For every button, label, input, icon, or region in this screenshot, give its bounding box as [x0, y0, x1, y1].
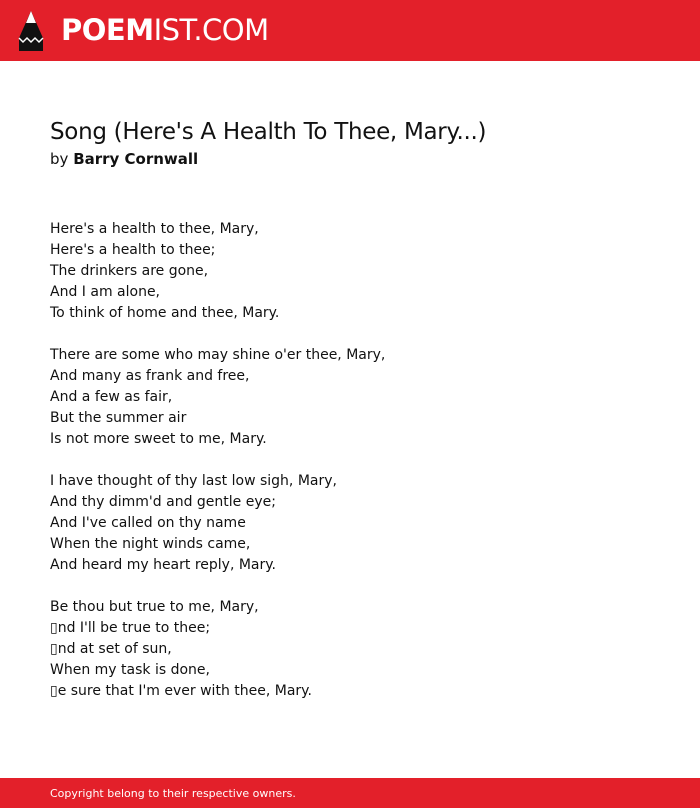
poem-line: When my task is done,: [50, 662, 210, 678]
poem-line: And heard my heart reply, Mary.: [50, 557, 277, 573]
poem-line: And thy dimm'd and gentle eye;: [50, 494, 276, 510]
pencil-tip-icon[interactable]: [18, 10, 44, 52]
logo-light-text: IST.COM: [153, 13, 269, 47]
stanza-1: [50, 219, 650, 324]
poem-line: ▯nd I'll be true to thee;: [50, 620, 211, 636]
poem-line: And a few as fair,: [50, 389, 173, 405]
poem-byline: [50, 148, 198, 170]
poem-line: And many as frank and free,: [50, 368, 250, 384]
by-label: by: [50, 150, 69, 168]
poem-line: When the night winds came,: [50, 536, 251, 552]
poem-line: I have thought of thy last low sigh, Mary,: [50, 473, 337, 489]
poem-line: Here's a health to thee, Mary,: [50, 221, 259, 237]
poem-line: The drinkers are gone,: [50, 263, 209, 279]
stanza-3: [50, 471, 650, 576]
poem-line: There are some who may shine o'er thee, Mary,: [50, 347, 386, 363]
poem-line: Here's a health to thee;: [50, 242, 216, 258]
site-logo[interactable]: [61, 10, 269, 50]
poem-line: And I am alone,: [50, 284, 161, 300]
poem-line: ▯nd at set of sun,: [50, 641, 172, 657]
poem-line: ▯e sure that I'm ever with thee, Mary.: [50, 683, 312, 699]
poem-line: Be thou but true to me, Mary,: [50, 599, 259, 615]
author-name: Barry Cornwall: [73, 150, 199, 168]
logo-bold-text: POEM: [61, 13, 154, 47]
poem-title: Song (Here's A Health To Thee, Mary...): [50, 119, 487, 145]
poem-line: And I've called on thy name: [50, 515, 246, 531]
poem-line: To think of home and thee, Mary.: [50, 305, 280, 321]
stanza-4: [50, 597, 650, 702]
poem-line: But the summer air: [50, 410, 187, 426]
stanza-2: [50, 345, 650, 450]
site-header: [0, 0, 700, 61]
poem-line: Is not more sweet to me, Mary.: [50, 431, 267, 447]
poem-body: [50, 219, 650, 702]
copyright-text: Copyright belong to their respective owners.: [50, 787, 296, 800]
site-footer: [0, 778, 700, 808]
